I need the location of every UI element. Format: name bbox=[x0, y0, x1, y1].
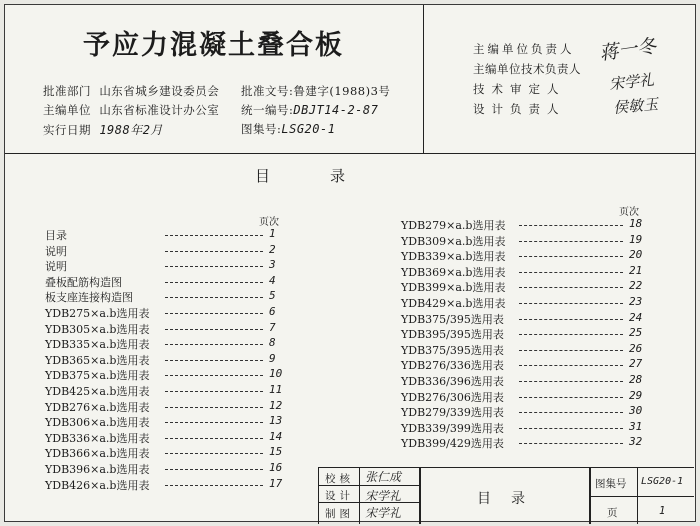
leader-line bbox=[165, 251, 263, 252]
contents-entry-page: 24 bbox=[629, 310, 643, 324]
contents-entry-page: 28 bbox=[629, 373, 643, 386]
contents-entry-page: 27 bbox=[629, 357, 643, 371]
leader-line bbox=[519, 381, 623, 382]
atlas-title: 予应力混凝土叠合板 bbox=[83, 30, 344, 61]
contents-title: 目录 bbox=[255, 167, 406, 185]
tb-sign-design: 宋学礼 bbox=[365, 489, 402, 503]
meta-value: 山东省标准设计办公室 bbox=[99, 103, 220, 117]
contents-entry-label: YDB276/306选用表 bbox=[401, 390, 504, 404]
tb-page-no: 1 bbox=[659, 505, 666, 517]
right-row bbox=[401, 217, 649, 232]
leader-line bbox=[165, 453, 263, 454]
contents-entry-page: 26 bbox=[629, 341, 643, 355]
left-row bbox=[45, 461, 289, 476]
meta-value: 山东省城乡建设委员会 bbox=[99, 84, 220, 98]
left-row bbox=[45, 258, 289, 273]
leader-line bbox=[519, 287, 623, 288]
contents-entry-label: YDB306×a.b选用表 bbox=[45, 416, 150, 430]
left-row bbox=[45, 227, 289, 242]
contents-entry-label: YDB309×a.b选用表 bbox=[401, 234, 506, 248]
contents-entry-label: YDB395/395选用表 bbox=[401, 328, 504, 342]
tb-role-draw: 制图 bbox=[325, 508, 354, 520]
contents-entry-page: 9 bbox=[269, 351, 276, 365]
leader-line bbox=[165, 422, 263, 423]
leader-line bbox=[165, 329, 263, 330]
contents-entry-page: 29 bbox=[629, 388, 643, 402]
right-page-column-header: 页次 bbox=[619, 207, 639, 218]
leader-line bbox=[519, 225, 623, 226]
drawing-sheet bbox=[4, 4, 696, 522]
contents-entry-page: 16 bbox=[269, 461, 283, 474]
meta-approval-no: 批准文号:鲁建字(1988)3号 bbox=[241, 84, 391, 98]
right-row bbox=[401, 420, 649, 435]
contents-entry-label: YDB375/395选用表 bbox=[401, 312, 504, 326]
right-row bbox=[401, 357, 649, 372]
leader-line bbox=[165, 235, 263, 236]
leader-line bbox=[519, 241, 623, 242]
contents-entry-page: 6 bbox=[269, 305, 276, 318]
left-row bbox=[45, 399, 289, 414]
meta-label: 统一编号 bbox=[241, 103, 289, 117]
contents-entry-label: YDB399×a.b选用表 bbox=[401, 281, 506, 295]
meta-editor bbox=[43, 102, 219, 118]
leader-line bbox=[519, 412, 623, 413]
contents-entry-page: 31 bbox=[629, 419, 643, 433]
contents-entry-page: 23 bbox=[629, 295, 643, 308]
contents-entry-page: 32 bbox=[629, 435, 643, 449]
leader-line bbox=[165, 438, 263, 439]
meta-label: 图集号 bbox=[241, 122, 277, 136]
left-row bbox=[45, 445, 289, 460]
contents-entry-page: 14 bbox=[269, 429, 283, 443]
leader-line bbox=[519, 303, 623, 304]
right-row bbox=[401, 279, 649, 294]
tb-sheet-title: 目录 bbox=[477, 491, 545, 507]
left-row bbox=[45, 430, 289, 445]
left-row bbox=[45, 367, 289, 382]
left-row bbox=[45, 414, 289, 429]
tb-sign-draw: 宋学礼 bbox=[365, 506, 402, 520]
leader-line bbox=[519, 397, 623, 398]
right-row bbox=[401, 326, 649, 341]
role-4: 设计负责人 bbox=[473, 102, 566, 116]
right-row bbox=[401, 389, 649, 404]
left-row bbox=[45, 321, 289, 336]
contents-entry-label: YDB336/396选用表 bbox=[401, 375, 504, 388]
right-row bbox=[401, 264, 649, 279]
meta-label: 批准文号 bbox=[241, 84, 289, 98]
right-row bbox=[401, 435, 649, 450]
contents-entry-label: 说明 bbox=[45, 244, 67, 258]
contents-entry-page: 22 bbox=[629, 279, 643, 293]
meta-approver bbox=[43, 83, 219, 99]
leader-line bbox=[165, 360, 263, 361]
contents-entry-label: YDB375/395选用表 bbox=[401, 343, 504, 357]
role-2: 主编单位技术负责人 bbox=[473, 62, 581, 76]
contents-entry-label: YDB426×a.b选用表 bbox=[45, 478, 150, 492]
header-block bbox=[5, 5, 695, 154]
contents-entry-page: 5 bbox=[269, 289, 276, 303]
tb-role-design: 设计 bbox=[325, 490, 354, 502]
contents-entry-label: YDB375×a.b选用表 bbox=[45, 369, 150, 383]
right-row bbox=[401, 373, 649, 388]
contents-entry-label: YDB276/336选用表 bbox=[401, 359, 504, 373]
meta-label: 主编单位 bbox=[43, 103, 91, 117]
contents-entry-label: YDB339×a.b选用表 bbox=[401, 250, 506, 264]
tb-page-label: 页 bbox=[607, 507, 618, 519]
meta-value: 鲁建字(1988)3号 bbox=[293, 84, 391, 98]
meta-label: 批准部门 bbox=[43, 84, 91, 98]
leader-line bbox=[519, 365, 623, 366]
contents-entry-label: YDB279/339选用表 bbox=[401, 406, 504, 420]
contents-entry-page: 17 bbox=[269, 476, 283, 490]
contents-entry-label: YDB429×a.b选用表 bbox=[401, 297, 506, 310]
contents-entry-label: YDB336×a.b选用表 bbox=[45, 431, 150, 445]
right-row bbox=[401, 311, 649, 326]
contents-entry-page: 1 bbox=[269, 227, 276, 240]
contents-entry-page: 13 bbox=[269, 414, 283, 428]
meta-unified-no: 统一编号:DBJT14-2-87 bbox=[241, 103, 379, 117]
contents-entry-page: 30 bbox=[629, 404, 643, 418]
contents-entry-label: 板支座连接构造图 bbox=[45, 291, 133, 305]
leader-line bbox=[165, 469, 263, 470]
contents-entry-page: 21 bbox=[629, 263, 643, 277]
left-row bbox=[45, 289, 289, 304]
contents-entry-page: 19 bbox=[629, 232, 643, 246]
contents-entry-label: YDB275×a.b选用表 bbox=[45, 307, 150, 320]
header-left-panel bbox=[5, 5, 424, 153]
contents-entry-label: YDB335×a.b选用表 bbox=[45, 338, 150, 352]
contents-entry-label: YDB399/429选用表 bbox=[401, 437, 504, 451]
leader-line bbox=[165, 282, 263, 283]
contents-entry-page: 4 bbox=[269, 273, 276, 287]
leader-line bbox=[519, 334, 623, 335]
contents-entry-page: 8 bbox=[269, 336, 276, 350]
leader-line bbox=[165, 266, 263, 267]
right-row bbox=[401, 233, 649, 248]
tb-sign-check: 张仁成 bbox=[365, 470, 402, 484]
contents-entry-label: 说明 bbox=[45, 260, 67, 274]
meta-atlas-no: 图集号:LSG20-1 bbox=[241, 122, 336, 136]
role-3: 技术审定人 bbox=[473, 82, 566, 96]
leader-line bbox=[165, 344, 263, 345]
leader-line bbox=[519, 256, 623, 257]
leader-line bbox=[165, 375, 263, 376]
left-row bbox=[45, 352, 289, 367]
left-row bbox=[45, 274, 289, 289]
leader-line bbox=[519, 272, 623, 273]
contents-entry-page: 25 bbox=[629, 326, 643, 340]
tb-atlas-label: 图集号 bbox=[595, 478, 627, 490]
contents-entry-label: YDB305×a.b选用表 bbox=[45, 322, 150, 336]
contents-entry-label: YDB396×a.b选用表 bbox=[45, 463, 150, 476]
contents-entry-page: 15 bbox=[269, 445, 283, 459]
meta-value: DBJT14-2-87 bbox=[293, 103, 379, 117]
right-row bbox=[401, 295, 649, 310]
leader-line bbox=[519, 319, 623, 320]
meta-value: 1988年2月 bbox=[99, 123, 163, 137]
left-row bbox=[45, 383, 289, 398]
role-1: 主编单位负责人 bbox=[473, 42, 575, 56]
contents-entry-label: YDB339/399选用表 bbox=[401, 421, 504, 435]
left-row bbox=[45, 243, 289, 258]
contents-entry-label: YDB276×a.b选用表 bbox=[45, 400, 150, 414]
signature-2: 宋学礼 bbox=[608, 70, 655, 94]
meta-date bbox=[43, 121, 163, 138]
contents-entry-page: 3 bbox=[269, 258, 276, 272]
leader-line bbox=[519, 428, 623, 429]
left-row bbox=[45, 477, 289, 492]
left-page-column-header: 页次 bbox=[259, 217, 279, 228]
leader-line bbox=[165, 297, 263, 298]
contents-entry-label: 叠板配筋构造图 bbox=[45, 275, 122, 289]
left-row bbox=[45, 305, 289, 320]
contents-entry-page: 11 bbox=[269, 383, 283, 396]
leader-line bbox=[165, 313, 263, 314]
leader-line bbox=[519, 443, 623, 444]
right-row bbox=[401, 404, 649, 419]
contents-entry-page: 2 bbox=[269, 242, 276, 256]
leader-line bbox=[165, 485, 263, 486]
contents-entry-label: YDB366×a.b选用表 bbox=[45, 447, 150, 461]
leader-line bbox=[165, 391, 263, 392]
title-block bbox=[318, 467, 694, 524]
left-row bbox=[45, 336, 289, 351]
tb-role-check: 校核 bbox=[325, 473, 354, 485]
signature-3: 侯敏玉 bbox=[612, 95, 659, 117]
contents-entry-page: 18 bbox=[629, 217, 643, 230]
tb-atlas-no: LSG20-1 bbox=[641, 476, 684, 487]
right-row bbox=[401, 342, 649, 357]
contents-entry-page: 20 bbox=[629, 248, 643, 262]
contents-entry-label: YDB365×a.b选用表 bbox=[45, 353, 150, 367]
leader-line bbox=[165, 407, 263, 408]
contents-entry-page: 10 bbox=[269, 367, 283, 381]
meta-label: 实行日期 bbox=[43, 123, 91, 137]
signature-1: 蒋一冬 bbox=[597, 35, 658, 65]
meta-value: LSG20-1 bbox=[281, 122, 336, 136]
contents-entry-label: YDB369×a.b选用表 bbox=[401, 265, 506, 279]
contents-entry-label: 目录 bbox=[45, 229, 67, 242]
right-row bbox=[401, 248, 649, 263]
contents-entry-page: 7 bbox=[269, 320, 276, 334]
contents-entry-label: YDB425×a.b选用表 bbox=[45, 385, 150, 398]
contents-entry-page: 12 bbox=[269, 398, 283, 412]
leader-line bbox=[519, 350, 623, 351]
contents-entry-label: YDB279×a.b选用表 bbox=[401, 219, 506, 232]
